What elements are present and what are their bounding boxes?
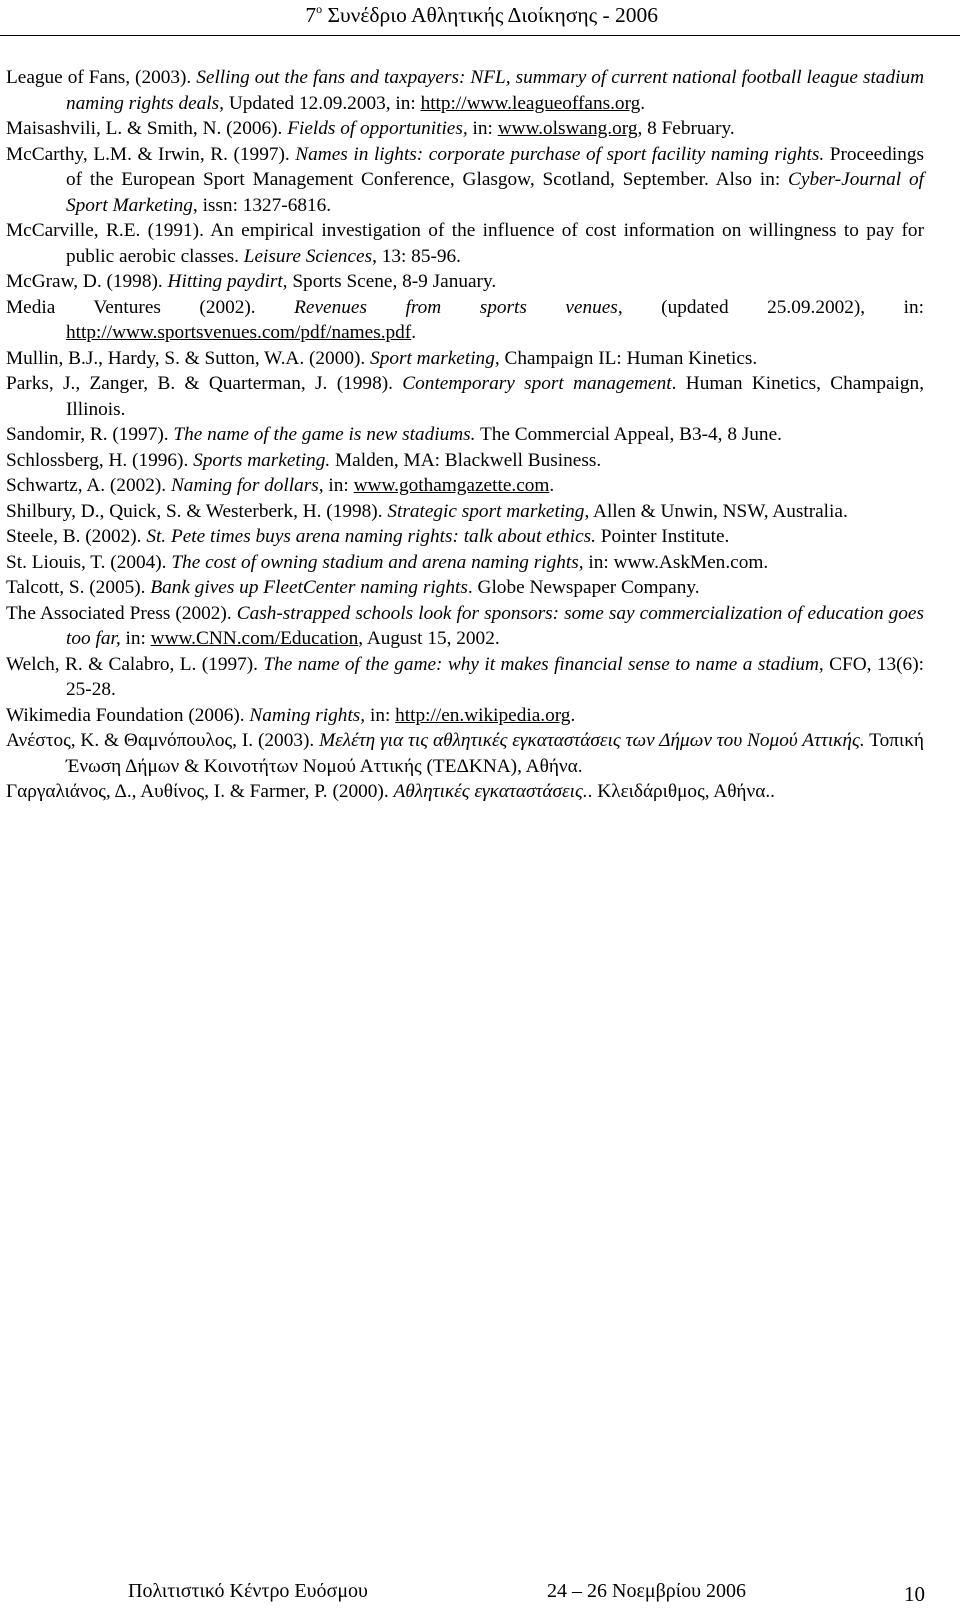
reference-text: , August 15, 2002. <box>358 628 500 649</box>
reference-title: The name of the game: why it makes financial sense to name a stadium <box>263 653 819 675</box>
reference-text: Wikimedia Foundation (2006). <box>6 704 250 726</box>
reference-entry <box>6 575 924 601</box>
reference-text: in: <box>120 628 151 649</box>
reference-title: Revenues from sports venues <box>294 296 618 318</box>
reference-text: . Human Kinetics, Champaign, Illinois. <box>66 373 925 420</box>
reference-title: Naming rights, <box>249 704 366 726</box>
reference-title: St. Pete times buys arena naming rights: talk about ethics. <box>146 526 596 547</box>
page-header <box>0 2 960 38</box>
reference-entry <box>6 652 924 703</box>
reference-entry <box>6 116 924 142</box>
reference-title: Naming for dollars, <box>170 475 324 496</box>
reference-text: League of Fans, (2003). <box>6 67 197 88</box>
reference-text: . <box>640 92 646 114</box>
reference-title: Bank gives up FleetCenter naming rights <box>150 577 468 598</box>
page-number: 10 <box>904 1582 925 1606</box>
reference-text: Pointer Institute. <box>595 526 730 547</box>
reference-text: Media Ventures (2002). <box>6 296 295 318</box>
reference-entry <box>6 346 924 372</box>
reference-entry <box>6 703 924 729</box>
reference-link[interactable]: www.olswang.org <box>497 118 638 139</box>
reference-entry <box>6 728 924 779</box>
reference-title: Selling out the fans and taxpayers: NFL, summary of current national football league stadium naming rights deals, <box>66 67 925 114</box>
reference-text: Γαργαλιάνος, Δ., Αυθίνος, Ι. & Farmer, P. (2000). <box>6 781 394 802</box>
reference-title: Cyber-Journal of Sport Marketing <box>66 169 924 216</box>
reference-text: , CFO, 13(6): 25-28. <box>66 653 924 700</box>
reference-title: Contemporary sport management <box>402 373 672 394</box>
reference-text: . <box>570 704 576 726</box>
reference-entry <box>6 499 924 525</box>
reference-text: , Allen & Unwin, NSW, Australia. <box>584 500 848 522</box>
reference-entry <box>6 295 924 346</box>
reference-list <box>6 65 924 805</box>
reference-entry <box>6 218 924 269</box>
reference-text: . <box>549 475 555 496</box>
reference-link[interactable]: http://en.wikipedia.org <box>395 704 571 726</box>
reference-text: McCarthy, L.M. & Irwin, R. (1997). <box>6 143 296 165</box>
reference-text: Maisashvili, L. & Smith, N. (2006). <box>6 118 288 139</box>
reference-text: McGraw, D. (1998). <box>6 271 168 292</box>
reference-title: The name of the game is new stadiums. <box>173 424 476 445</box>
reference-link[interactable]: www.CNN.com/Education <box>150 628 359 649</box>
reference-text: , Champaign IL: Human Kinetics. <box>494 347 758 369</box>
reference-text: Proceedings of the European Sport Management Conference, Glasgow, Scotland, September. Also in: <box>66 143 924 190</box>
reference-title: Αθλητικές εγκαταστάσεις. <box>393 781 588 802</box>
reference-text: in: www.AskMen.com. <box>583 551 769 573</box>
footer-venue: Πολιτιστικό Κέντρο Ευόσμου <box>128 1580 368 1602</box>
reference-text: in: <box>467 118 498 139</box>
reference-text: Parks, J., Zanger, B. & Quarterman, J. (1998). <box>6 373 403 394</box>
reference-title: Hitting paydirt, <box>167 271 288 292</box>
reference-entry <box>6 371 924 422</box>
reference-title: Strategic sport marketing <box>387 500 585 522</box>
reference-text: Τοπική Ένωση Δήμων & Κοινοτήτων Νομού Αττικής (ΤΕΔΚΝΑ), Αθήνα. <box>66 730 924 777</box>
reference-text: Sports Scene, 8-9 January. <box>287 271 497 292</box>
reference-link[interactable]: http://www.sportsvenues.com/pdf/names.pdf <box>66 322 412 343</box>
reference-text: Sandomir, R. (1997). <box>6 424 174 445</box>
reference-text: . Globe Newspaper Company. <box>467 577 700 598</box>
reference-entry <box>6 524 924 550</box>
reference-title: Sport marketing <box>370 347 495 369</box>
reference-text: Shilbury, D., Quick, S. & Westerberk, H. (1998). <box>6 500 388 522</box>
page-footer <box>0 1580 960 1614</box>
reference-text: The Associated Press (2002). <box>6 602 237 624</box>
reference-title: Fields of opportunities, <box>287 118 468 139</box>
reference-text: , 13: 85-96. <box>372 245 461 267</box>
reference-text: , issn: 1327-6816. <box>192 194 332 216</box>
reference-text: Updated 12.09.2003, in: <box>224 92 421 114</box>
reference-text: in: <box>365 704 396 726</box>
reference-entry <box>6 269 924 295</box>
reference-text: , (updated 25.09.2002), in: <box>617 296 924 318</box>
reference-text: Steele, B. (2002). <box>6 526 147 547</box>
reference-text: Welch, R. & Calabro, L. (1997). <box>6 653 264 675</box>
reference-text: McCarville, R.E. (1991). An empirical investigation of the influence of cost information on willingness to pay for public aerobic classes. <box>6 220 924 267</box>
reference-title: Names in lights: corporate purchase of sport facility naming rights. <box>295 143 825 165</box>
reference-title: Μελέτη για τις αθλητικές εγκαταστάσεις των Δήμων του Νομού Αττικής. <box>319 730 865 751</box>
reference-text: Malden, MA: Blackwell Business. <box>330 449 602 471</box>
reference-text: St. Liouis, T. (2004). <box>6 551 172 573</box>
reference-text: . <box>411 322 417 343</box>
reference-entry <box>6 779 924 805</box>
reference-link[interactable]: www.gothamgazette.com <box>353 475 550 496</box>
reference-text: in: <box>323 475 354 496</box>
reference-text: Schwartz, A. (2002). <box>6 475 171 496</box>
reference-text: The Commercial Appeal, B3-4, 8 June. <box>475 424 782 445</box>
reference-entry <box>6 65 924 116</box>
reference-title: Sports marketing. <box>193 449 331 471</box>
reference-entry <box>6 473 924 499</box>
footer-dates: 24 – 26 Νοεμβρίου 2006 <box>547 1580 747 1602</box>
reference-text: Schlossberg, H. (1996). <box>6 449 194 471</box>
reference-entry <box>6 550 924 576</box>
reference-entry <box>6 448 924 474</box>
reference-entry <box>6 142 924 219</box>
header-divider <box>0 35 960 36</box>
reference-link[interactable]: http://www.leagueoffans.org <box>420 92 641 114</box>
reference-title: The cost of owning stadium and arena naming rights, <box>171 551 584 573</box>
reference-text: Mullin, B.J., Hardy, S. & Sutton, W.A. (2000). <box>6 347 371 369</box>
reference-title: Cash-strapped schools look for sponsors: some say commercialization of education goes too far, <box>66 602 924 649</box>
conference-title: $7^o$ Συνέδριο Αθλητικής Διοίκησης - 2006 <box>305 2 658 27</box>
reference-text: . Κλειδάριθμος, Αθήνα.. <box>587 781 775 802</box>
reference-entry <box>6 601 924 652</box>
reference-title: Leisure Sciences <box>243 245 373 267</box>
reference-text: Talcott, S. (2005). <box>6 577 151 598</box>
reference-entry <box>6 422 924 448</box>
reference-text: , 8 February. <box>637 118 735 139</box>
reference-text: Ανέστος, Κ. & Θαμνόπουλος, Ι. (2003). <box>6 730 320 751</box>
